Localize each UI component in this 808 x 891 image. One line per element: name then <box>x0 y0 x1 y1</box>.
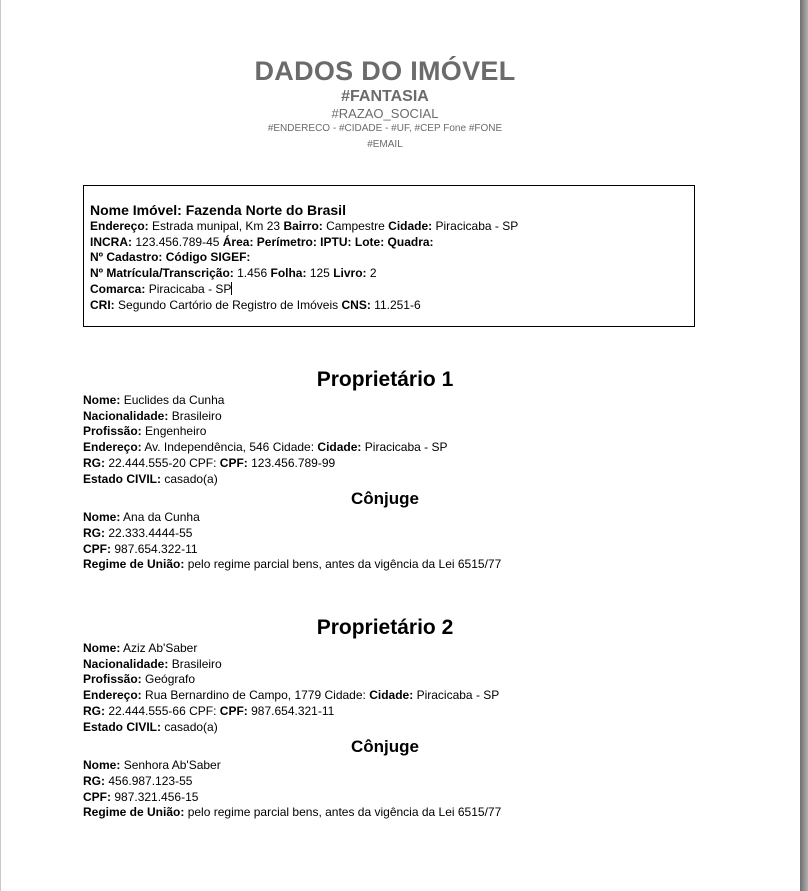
owner-profession-line <box>83 672 703 688</box>
marital-status-label: Estado CIVIL: <box>83 471 162 486</box>
cpf-label: CPF: <box>83 541 111 556</box>
cadastro-label: Nº Cadastro: <box>90 250 163 265</box>
incra-label: INCRA: <box>90 234 132 249</box>
regime-label: Regime de União: <box>83 557 185 572</box>
owner-nationality-value: Brasileiro <box>171 656 222 671</box>
rg-label: RG: <box>83 525 105 540</box>
cpf-plain-label: CPF: <box>189 455 217 470</box>
name-label: Nome: <box>83 641 121 655</box>
comarca-value: Piracicaba - SP <box>148 281 232 296</box>
owner-city-value: Piracicaba - SP <box>416 688 500 703</box>
spouse-cpf-value: 987.321.456-15 <box>114 789 199 804</box>
owner-address-line <box>83 440 703 456</box>
rg-label: RG: <box>83 703 105 718</box>
spouse-title: Cônjuge <box>351 489 419 509</box>
iptu-label: IPTU: <box>320 234 352 249</box>
address-value: Estrada munipal, Km 23 <box>152 219 281 233</box>
city-plain-label: Cidade: <box>324 688 366 703</box>
owner-marital-value: casado(a) <box>164 719 218 734</box>
owner-name-line <box>83 393 703 409</box>
address-placeholder-line: #ENDERECO - #CIDADE - #UF, #CEP Fone #FONE <box>267 123 503 134</box>
folha-label: Folha: <box>270 266 307 281</box>
cpf-plain-label: CPF: <box>189 703 217 718</box>
spouse-cpf-line <box>83 790 703 806</box>
address-label: Endereço: <box>83 688 142 703</box>
owner-marital-line <box>83 472 703 488</box>
owner-profession-line <box>83 424 703 440</box>
name-label: Nome: <box>83 510 121 525</box>
owner-profession-value: Engenheiro <box>145 424 207 439</box>
livro-label: Livro: <box>333 266 367 281</box>
livro-value: 2 <box>369 266 377 281</box>
owner-title: Proprietário 2 <box>316 616 454 639</box>
property-comarca-line <box>90 282 694 298</box>
spouse-regime-value: pelo regime parcial bens, antes da vigência da Lei 6515/77 <box>187 805 502 820</box>
owner-address-value: Rua Bernardino de Campo, 1779 <box>145 688 322 703</box>
spouse-rg-line <box>83 526 703 542</box>
document-header <box>1 54 769 151</box>
email-placeholder: #EMAIL <box>367 139 403 150</box>
owner-title: Proprietário 1 <box>316 368 454 391</box>
name-label: Nome: <box>83 758 121 773</box>
property-cadastro-line <box>90 250 694 266</box>
text-cursor <box>231 282 232 295</box>
property-name-line <box>90 202 694 219</box>
owner-cpf-value: 987.654.321-11 <box>251 703 335 718</box>
spouse-regime-line <box>83 805 703 821</box>
lote-label: Lote: <box>354 234 385 249</box>
page-shadow <box>800 0 808 891</box>
spouse-rg-line <box>83 774 703 790</box>
folha-value: 125 <box>309 266 330 281</box>
incra-value: 123.456.789-45 <box>135 234 220 249</box>
owner-nationality-line <box>83 409 703 425</box>
spouse-name-line <box>83 758 703 774</box>
property-info-box[interactable] <box>83 185 695 327</box>
rg-label: RG: <box>83 773 105 788</box>
owner-address-value: Av. Independência, 546 <box>144 440 270 455</box>
spouse-title: Cônjuge <box>351 737 419 757</box>
address-label: Endereço: <box>90 219 149 233</box>
area-label: Área: <box>222 234 254 249</box>
city-value: Piracicaba - SP <box>435 219 519 233</box>
rg-label: RG: <box>83 455 105 470</box>
property-name-label: Nome Imóvel: <box>90 202 182 218</box>
profession-label: Profissão: <box>83 672 142 687</box>
nationality-label: Nacionalidade: <box>83 408 169 423</box>
owner-rg-value: 22.444.555-66 <box>108 703 186 718</box>
owner-nationality-value: Brasileiro <box>171 408 222 423</box>
spouse-rg-value: 456.987.123-55 <box>108 773 193 788</box>
spouse-cpf-line <box>83 542 703 558</box>
owner-rg-line <box>83 704 703 720</box>
owner-cpf-value: 123.456.789-99 <box>251 455 336 470</box>
profession-label: Profissão: <box>83 424 142 439</box>
matricula-label: Nº Matrícula/Transcrição: <box>90 266 234 281</box>
property-incra-line <box>90 235 694 251</box>
owner-marital-value: casado(a) <box>164 471 218 486</box>
bairro-value: Campestre <box>326 219 385 233</box>
property-matricula-line <box>90 266 694 282</box>
property-cri-line <box>90 298 694 314</box>
owner-section-2 <box>83 615 703 821</box>
cpf-label: CPF: <box>219 703 248 718</box>
regime-label: Regime de União: <box>83 805 185 820</box>
document-title: DADOS DO IMÓVEL <box>254 56 516 86</box>
comarca-label: Comarca: <box>90 281 146 296</box>
cri-label: CRI: <box>90 297 115 312</box>
matricula-value: 1.456 <box>237 266 268 281</box>
cri-value: Segundo Cartório de Registro de Imóveis <box>118 297 339 312</box>
razao-social-placeholder: #RAZAO_SOCIAL <box>331 106 439 121</box>
owner-name-value: Euclides da Cunha <box>123 393 225 407</box>
owner-rg-line <box>83 456 703 472</box>
address-label: Endereço: <box>83 440 142 455</box>
city-label: Cidade: <box>369 688 414 703</box>
nationality-label: Nacionalidade: <box>83 656 169 671</box>
owner-section-1 <box>83 367 703 573</box>
spouse-name-value: Ana da Cunha <box>123 510 200 525</box>
bairro-label: Bairro: <box>283 219 323 233</box>
city-label: Cidade: <box>388 219 433 233</box>
name-label: Nome: <box>83 393 121 407</box>
city-label: Cidade: <box>317 440 362 455</box>
perimeter-label: Perímetro: <box>256 234 317 249</box>
sigef-label: Código SIGEF: <box>165 250 251 265</box>
quadra-label: Quadra: <box>387 234 434 249</box>
cpf-label: CPF: <box>219 455 248 470</box>
marital-status-label: Estado CIVIL: <box>83 719 162 734</box>
property-name-value: Fazenda Norte do Brasil <box>185 202 346 218</box>
spouse-rg-value: 22.333.4444-55 <box>108 525 193 540</box>
owner-profession-value: Geógrafo <box>145 672 196 687</box>
owner-name-line <box>83 641 703 657</box>
spouse-cpf-value: 987.654.322-11 <box>114 541 198 556</box>
city-plain-label: Cidade: <box>272 440 315 455</box>
property-address-line <box>90 219 694 235</box>
owner-marital-line <box>83 720 703 736</box>
spouse-regime-value: pelo regime parcial bens, antes da vigência da Lei 6515/77 <box>187 557 502 572</box>
spouse-name-line <box>83 510 703 526</box>
spouse-name-value: Senhora Ab'Saber <box>123 758 221 773</box>
cpf-label: CPF: <box>83 789 111 804</box>
cns-label: CNS: <box>341 297 371 312</box>
owner-rg-value: 22.444.555-20 <box>108 455 186 470</box>
owner-name-value: Aziz Ab'Saber <box>123 641 198 655</box>
owner-nationality-line <box>83 657 703 673</box>
owner-city-value: Piracicaba - SP <box>364 440 448 455</box>
fantasia-placeholder: #FANTASIA <box>341 88 429 105</box>
owner-address-line <box>83 688 703 704</box>
cns-value: 11.251-6 <box>374 297 421 312</box>
spouse-regime-line <box>83 557 703 573</box>
